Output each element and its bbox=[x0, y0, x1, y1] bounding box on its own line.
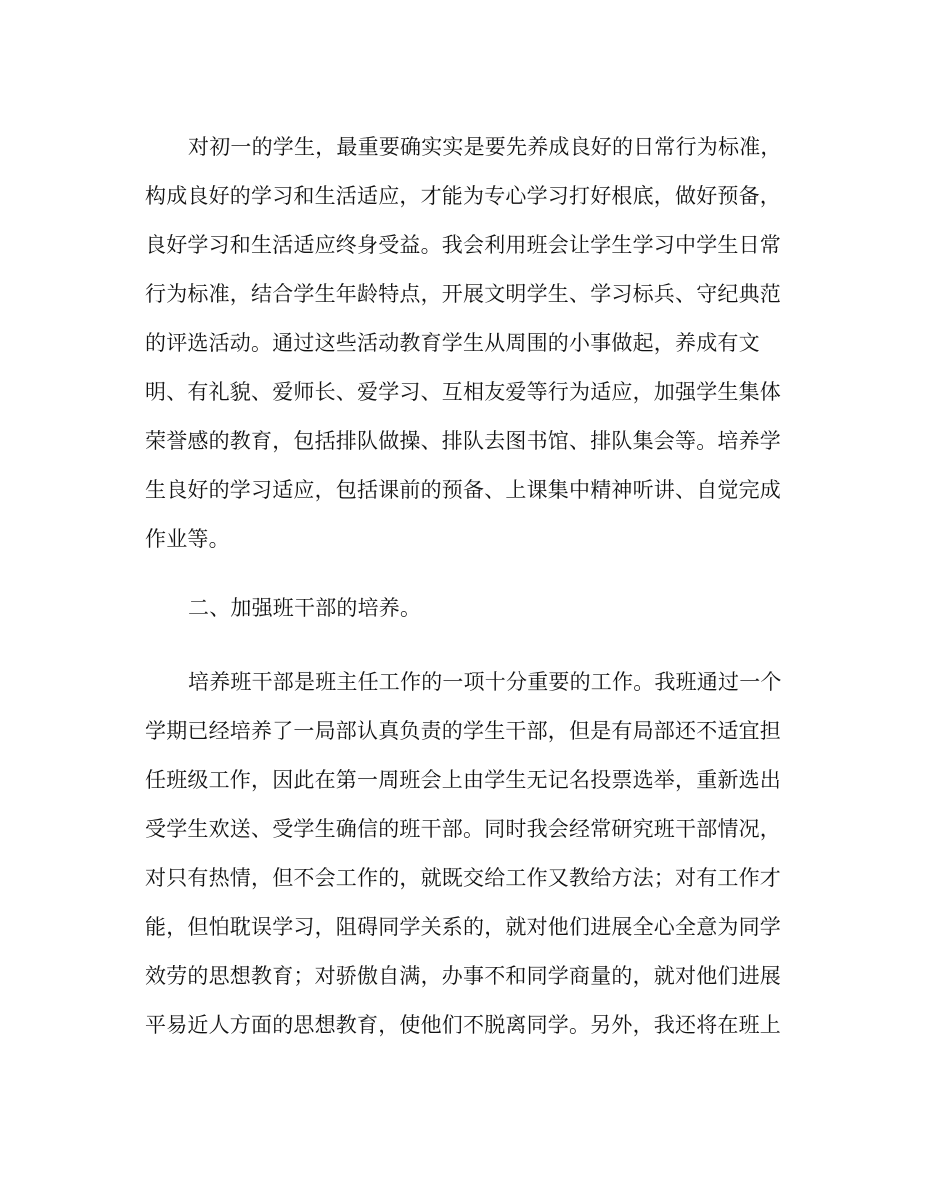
paragraph-1-line-5: 的评选活动。通过这些活动教育学生从周围的小事做起，养成有文 bbox=[145, 331, 760, 355]
paragraph-1-line-6: 明、有礼貌、爱师长、爱学习、互相友爱等行为适应，加强学生集体 bbox=[145, 380, 781, 404]
paragraph-2-line-8: 平易近人方面的思想教育，使他们不脱离同学。另外，我还将在班上 bbox=[145, 1013, 781, 1037]
paragraph-2-line-6: 能，但怕耽误学习，阻碍同学关系的，就对他们进展全心全意为同学 bbox=[145, 915, 781, 939]
paragraph-2-line-2: 学期已经培养了一局部认真负责的学生干部，但是有局部还不适宜担 bbox=[145, 719, 781, 743]
paragraph-1-line-1: 对初一的学生，最重要确实实是要先养成良好的日常行为标准， bbox=[188, 135, 782, 159]
paragraph-1-line-3: 良好学习和生活适应终身受益。我会利用班会让学生学习中学生日常 bbox=[145, 233, 781, 257]
paragraph-2-line-4: 受学生欢送、受学生确信的班干部。同时我会经常研究班干部情况， bbox=[145, 817, 781, 841]
section-heading: 二、加强班干部的培养。 bbox=[188, 596, 422, 620]
paragraph-2-line-1: 培养班干部是班主任工作的一项十分重要的工作。我班通过一个 bbox=[188, 670, 782, 694]
paragraph-1-line-9: 作业等。 bbox=[145, 527, 230, 551]
paragraph-1-line-4: 行为标准，结合学生年龄特点，开展文明学生、学习标兵、守纪典范 bbox=[145, 282, 781, 306]
paragraph-1-line-8: 生良好的学习适应，包括课前的预备、上课集中精神听讲、自觉完成 bbox=[145, 478, 781, 502]
paragraph-1-line-2: 构成良好的学习和生活适应，才能为专心学习打好根底，做好预备， bbox=[145, 184, 781, 208]
paragraph-2-line-7: 效劳的思想教育；对骄傲自满，办事不和同学商量的，就对他们进展 bbox=[145, 964, 781, 988]
paragraph-2-line-3: 任班级工作，因此在第一周班会上由学生无记名投票选举，重新选出 bbox=[145, 768, 781, 792]
paragraph-1-line-7: 荣誉感的教育，包括排队做操、排队去图书馆、排队集会等。培养学 bbox=[145, 429, 781, 453]
paragraph-2-line-5: 对只有热情，但不会工作的，就既交给工作又教给方法；对有工作才 bbox=[145, 866, 781, 890]
